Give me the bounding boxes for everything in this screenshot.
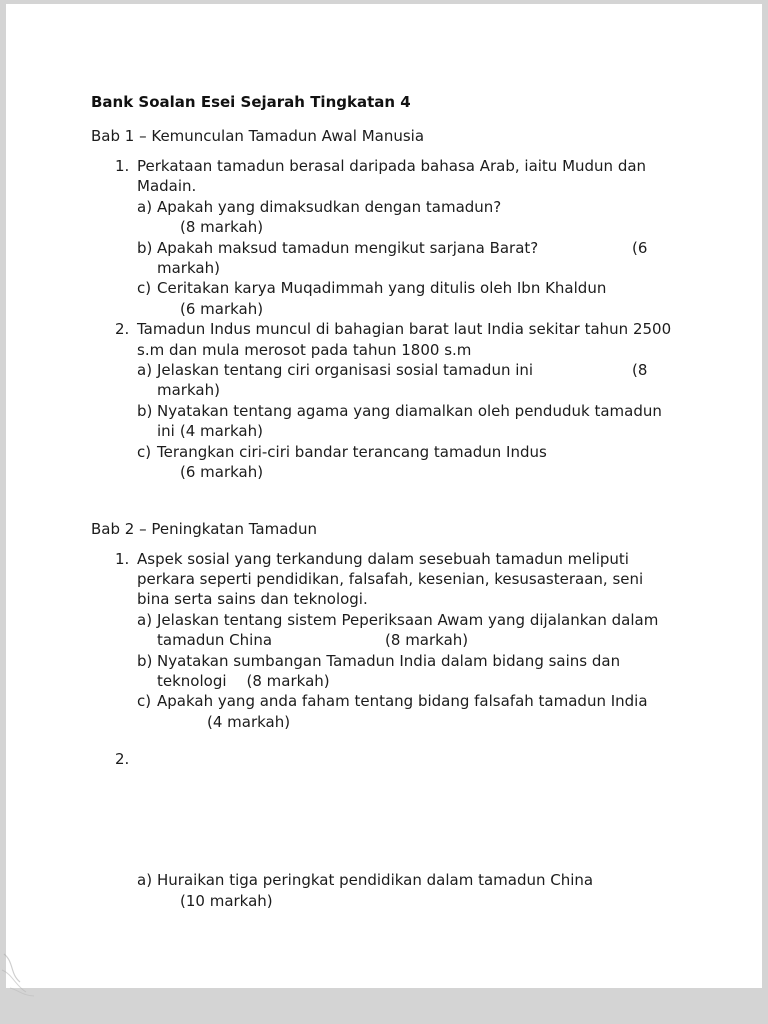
sub-question-text-span: Terangkan ciri-ciri bandar terancang tamadun Indus [157,442,547,461]
question-item [115,749,681,911]
sub-question [137,442,675,483]
sub-question-text [157,401,675,442]
sub-question-text [157,651,675,692]
marks-label: (4 markah) [179,422,263,441]
sub-question-body [157,278,675,319]
marks-label: (10 markah) [180,891,273,910]
sub-question-text [157,870,675,890]
sub-question-text-span: Apakah yang dimaksudkan dengan tamadun? [157,197,502,216]
question-text: Aspek sosial yang terkandung dalam sesebuah tamadun meliputi perkara seperti pendidikan, falsafah, kesenian, kesusasteraan, seni bina serta sains dan teknologi. [137,549,644,609]
marks-label: (8 markah) [385,631,469,650]
question-body [137,549,675,733]
document-content [91,92,681,911]
sub-question-body [157,360,675,401]
sub-question-text [157,197,675,217]
question-item [115,549,681,733]
sub-question-text [157,238,675,258]
sub-question [137,651,675,692]
question-number: 2. [115,320,130,339]
marks-label: (4 markah) [207,712,291,731]
sub-question-body [157,401,675,442]
question-number: 2. [115,750,130,769]
marks-label-wrap: markah) [157,259,220,278]
sub-question-body [157,238,675,279]
sub-question-text-span: Jelaskan tentang sistem Peperiksaan Awam yang dijalankan dalam tamadun China [157,610,659,650]
question-item [115,319,681,482]
sub-question-body [157,610,675,651]
sub-question [137,401,675,442]
sub-question-text-span: Huraikan tiga peringkat pendidikan dalam tamadun China [157,871,594,890]
sub-question [137,278,675,319]
sub-question-text [157,442,675,462]
sub-question [137,360,675,401]
sub-question-body [157,870,675,911]
sub-question [137,870,675,911]
page-corner-artifact [0,944,52,1000]
question-item [115,156,681,319]
sub-question-label: a) [137,361,153,380]
question-text: Perkataan tamadun berasal daripada bahasa Arab, iaitu Mudun dan Madain. [137,157,647,196]
section-heading-bab-1: Bab 1 – Kemunculan Tamadun Awal Manusia [91,127,425,145]
marks-label: (8 markah) [180,218,264,237]
sub-question-text [157,691,675,711]
sub-question-label: a) [137,610,153,629]
sub-question-text-span: Nyatakan tentang agama yang diamalkan oleh penduduk tamadun ini [157,401,662,441]
marks-label: (6 markah) [180,299,264,318]
document-page [6,4,762,988]
sub-question [137,238,675,279]
sub-question-body [157,197,675,238]
sub-question [137,691,675,732]
sub-question-label: b) [137,238,153,257]
sub-question [137,610,675,651]
question-number: 1. [115,549,130,568]
question-number: 1. [115,157,130,175]
marks-label: (8 markah) [246,671,330,690]
sub-question-label: b) [137,651,153,670]
question-body [137,156,675,319]
marks-label: (6 [632,238,648,257]
marks-label: (8 [632,361,648,380]
sub-question-body [157,691,675,732]
sub-question-text-span: Jelaskan tentang ciri organisasi sosial tamadun ini [157,361,534,380]
sub-question-text-span: Apakah maksud tamadun mengikut sarjana Barat? [157,238,539,257]
sub-question-label: c) [137,692,152,711]
sub-question-text [157,610,675,651]
document-title: Bank Soalan Esei Sejarah Tingkatan 4 [91,93,411,111]
section-bab-2 [91,519,681,911]
sub-question-text [157,360,675,380]
section-bab-1 [91,126,681,483]
sub-question-text [157,278,675,298]
sub-question-body [157,442,675,483]
sub-question-text-span: Ceritakan karya Muqadimmah yang ditulis oleh Ibn Khaldun [157,279,607,298]
marks-label: (6 markah) [180,463,264,482]
section-heading-bab-2: Bab 2 – Peningkatan Tamadun [91,519,317,538]
question-body [137,749,675,911]
sub-question-body [157,651,675,692]
sub-question [137,197,675,238]
sub-question-label: a) [137,197,153,216]
sub-question-label: a) [137,871,153,890]
sub-question-label: b) [137,401,153,420]
question-text: Tamadun Indus muncul di bahagian barat laut India sekitar tahun 2500 s.m dan mula merosot pada tahun 1800 s.m [137,320,672,359]
sub-question-text-span: Nyatakan sumbangan Tamadun India dalam bidang sains dan teknologi [157,651,621,690]
marks-label-wrap: markah) [157,381,220,400]
sub-question-label: c) [137,279,152,298]
sub-question-label: c) [137,442,152,461]
sub-question-text-span: Apakah yang anda faham tentang bidang falsafah tamadun India [157,692,648,711]
question-body [137,319,675,482]
